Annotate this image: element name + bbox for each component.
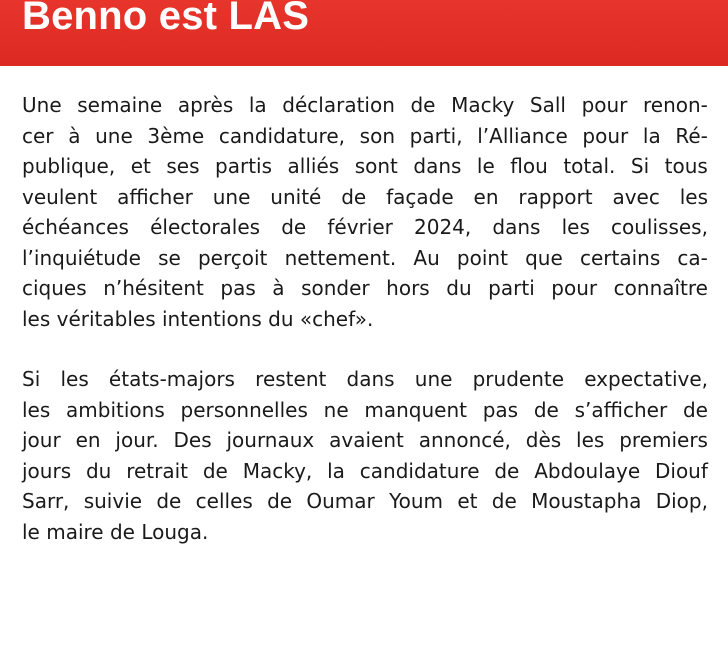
paragraph-line: veulent afficher une unité de façade en rapport avec les	[22, 184, 708, 209]
paragraph-line: échéances électorales de février 2024, dans les coulisses,	[22, 215, 708, 239]
paragraph-line: les véritables intentions du «chef».	[22, 306, 374, 331]
paragraph-line: l’inquiétude se perçoit nettement. Au point que certains ca-	[22, 245, 708, 270]
paragraph-line: Sarr, suivie de celles de Oumar Youm et de Moustapha Diop,	[22, 489, 708, 513]
paragraph-line: publique, et ses partis alliés sont dans le flou total. Si tous	[22, 154, 708, 178]
paragraph-line: Une semaine après la déclaration de Macky Sall pour renon-	[22, 93, 708, 117]
paragraph-line: Si les états-majors restent dans une prudente expectative,	[22, 367, 708, 391]
paragraph-spacer	[22, 334, 708, 364]
paragraph-line: jours du retrait de Macky, la candidature de Abdoulaye Diouf	[22, 458, 708, 483]
paragraph-line: le maire de Louga.	[22, 519, 209, 544]
paragraph-line: cer à une 3ème candidature, son parti, l’Alliance pour la Ré-	[22, 123, 708, 148]
paragraph-2	[22, 364, 708, 547]
headline-banner	[0, 0, 728, 66]
paragraph-1	[22, 90, 708, 334]
paragraph-line: ciques n’hésitent pas à sonder hors du parti pour connaître	[22, 276, 708, 300]
paragraph-line: les ambitions personnelles ne manquent pas de s’afficher de	[22, 397, 708, 422]
paragraph-line: jour en jour. Des journaux avaient annoncé, dès les premiers	[22, 428, 708, 452]
headline-title: Benno est LAS	[22, 0, 310, 38]
article-body	[22, 90, 708, 547]
